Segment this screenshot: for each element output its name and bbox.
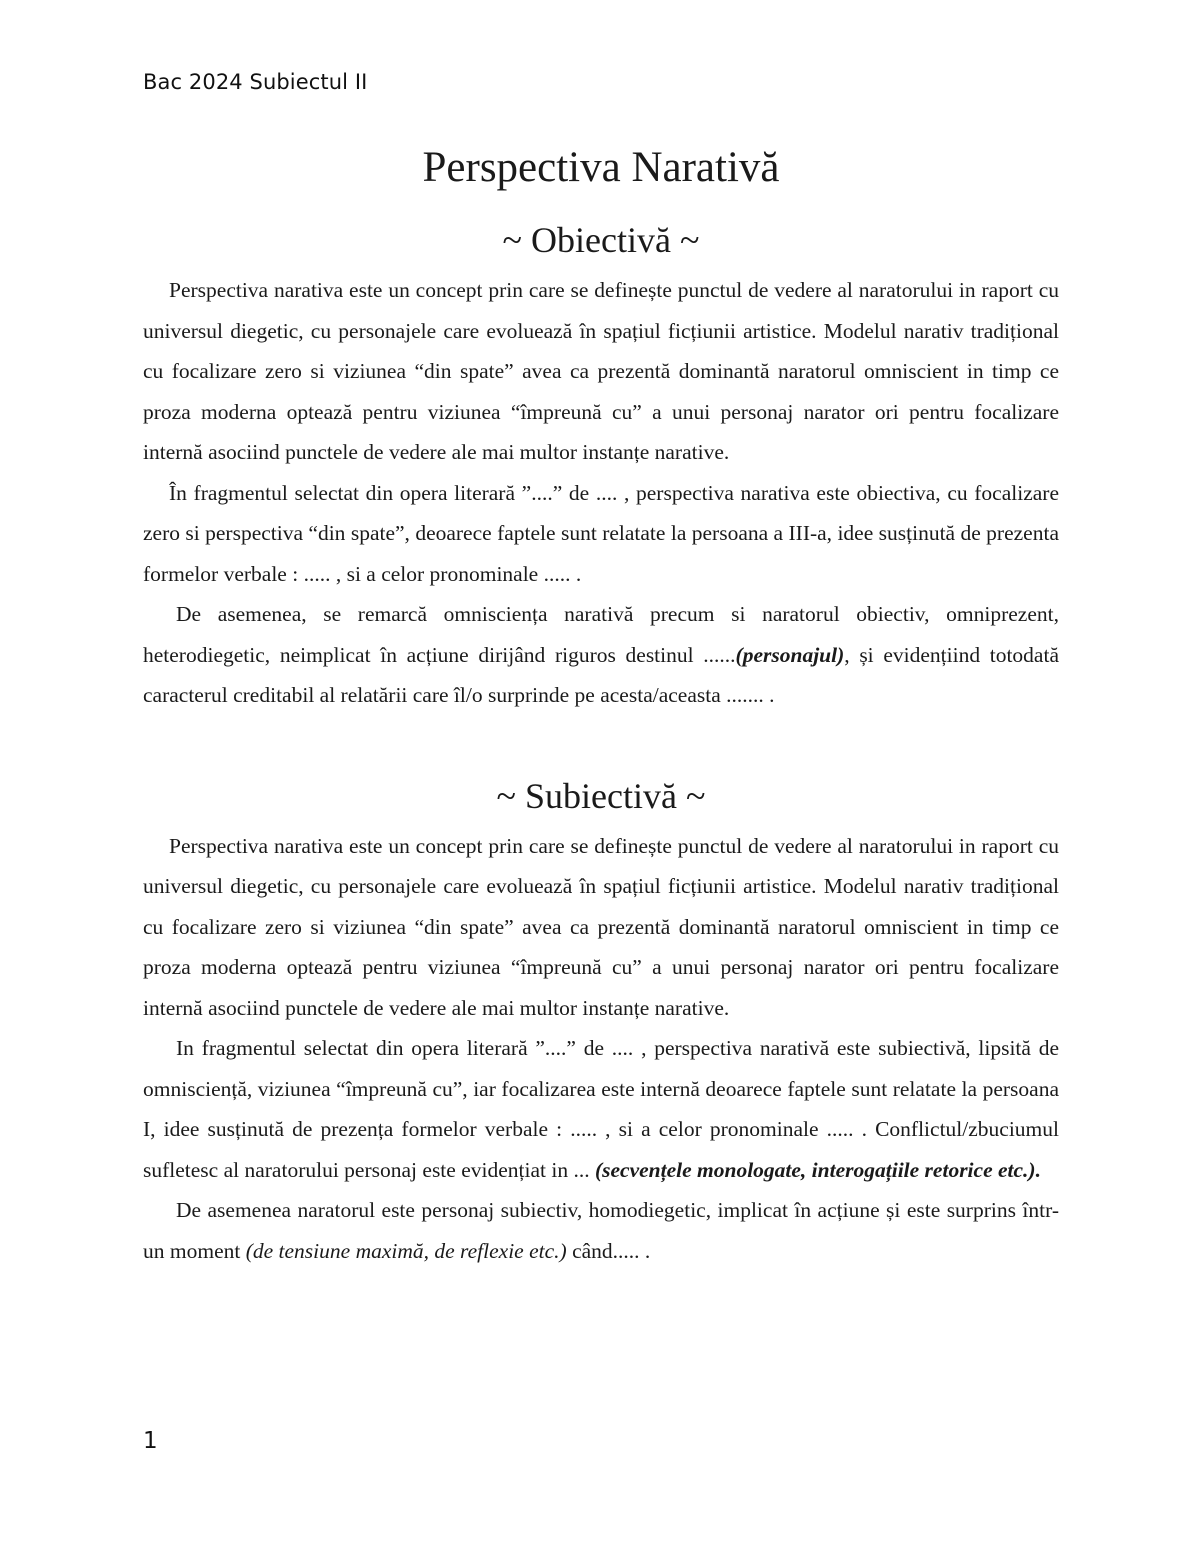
- objective-paragraph-fragment: În fragmentul selectat din opera literară ”....” de .... , perspectiva narativa este obiectiva, cu focalizare zero si perspectiva “din spate”, deoarece faptele sunt relatate la persoana a III-a, idee susținută de prezenta formelor verbale : ..... , si a celor pronominale ..... .: [143, 480, 1059, 586]
- objective-p3-text-end: , și evidențiind totodată caracterul creditabil al relatării care îl/o surprinde pe acesta/aceasta ....... .: [143, 642, 1059, 707]
- subjective-paragraph-definition: Perspectiva narativa este un concept prin care se definește punctul de vedere al naratorului in raport cu universul diegetic, cu personajele care evoluează în spațiul ficțiunii artistice. Modelul narativ tradițional cu focalizare zero si viziunea “din spate” avea ca prezentă dominantă naratorul omniscient in timp ce proza moderna optează pentru viziunea “împreună cu” a unui personaj narator ori pentru focalizare internă asociind punctele de vedere ale mai multor instanțe narative.: [143, 833, 1059, 1020]
- section-heading-subjective: ~ Subiectivă ~: [496, 775, 706, 816]
- section-heading-objective: ~ Obiectivă ~: [502, 220, 700, 260]
- objective-paragraph-omniscience: [143, 594, 1059, 716]
- objective-p3-text-start: De asemenea, se remarcă omnisciența narativă precum si naratorul obiectiv, omniprezent, heterodiegetic, neimplicat în acțiune dirijând riguros destinul ......: [143, 602, 1059, 667]
- subjective-p2-italic: (secvențele monologate, interogațiile retorice etc.).: [594, 1157, 1041, 1182]
- document-title: Perspectiva Narativă: [422, 144, 780, 191]
- subjective-paragraph-narrator: [143, 1190, 1059, 1271]
- objective-p3-italic: (personajul): [735, 642, 845, 667]
- document-body: [143, 138, 1059, 1271]
- subjective-p3-italic: (de tensiune maximă, de reflexie etc.): [245, 1238, 567, 1263]
- subjective-paragraph-fragment: [143, 1028, 1059, 1190]
- objective-paragraph-definition: Perspectiva narativa este un concept prin care se definește punctul de vedere al naratorului in raport cu universul diegetic, cu personajele care evoluează în spațiul ficțiunii artistice. Modelul narativ tradițional cu focalizare zero si viziunea “din spate” avea ca prezentă dominantă naratorul omniscient in timp ce proza moderna optează pentru viziunea “împreună cu” a unui personaj narator ori pentru focalizare internă asociind punctele de vedere ale mai multor instanțe narative.: [143, 278, 1059, 464]
- subjective-p2-text: In fragmentul selectat din opera literară ”....” de .... , perspectiva narativă este subiectivă, lipsită de omnisciență, viziunea “împreună cu”, iar focalizarea este internă deoarece faptele sunt relatate la persoana I, idee susținută de prezența formelor verbale : ..... , si a celor pronominale ..... . Conflictul/zbuciumul sufletesc al naratorului personaj este evidențiat in ...: [143, 1036, 1059, 1182]
- subjective-p3-text-end: când..... .: [566, 1238, 651, 1263]
- subjective-p3-text-start: De asemenea naratorul este personaj subiectiv, homodiegetic, implicat în acțiune și este surprins într-un moment: [143, 1198, 1059, 1263]
- page-number: 1: [143, 1428, 158, 1454]
- running-header: Bac 2024 Subiectul II: [143, 70, 368, 94]
